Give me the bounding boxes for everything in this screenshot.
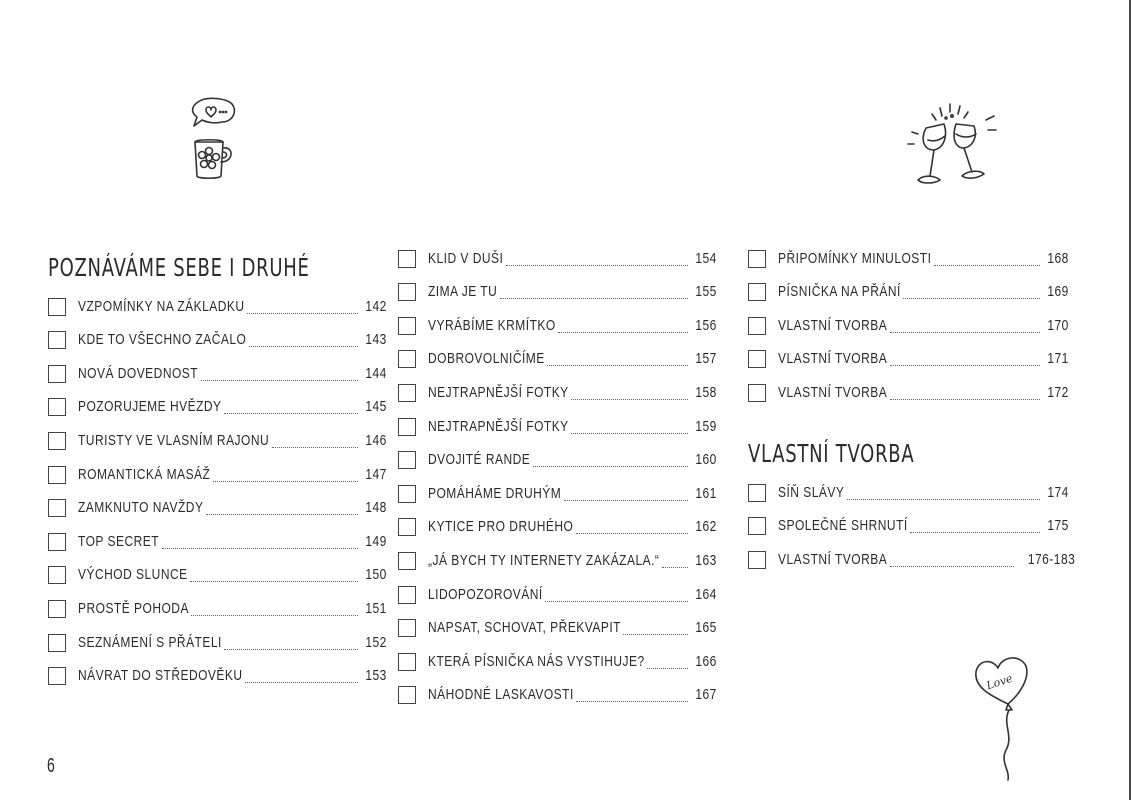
toc-item <box>48 389 387 423</box>
toc-item-label: SPOLEČNÉ SHRNUTÍ <box>778 517 908 535</box>
toc-item-page: 158 <box>695 383 717 401</box>
checkbox[interactable] <box>48 566 66 584</box>
checkbox[interactable] <box>48 466 66 484</box>
toc-item-label: NEJTRAPNĚJŠÍ FOTKY <box>428 417 569 435</box>
page-number: 6 <box>47 755 55 777</box>
toc-item-label: KYTICE PRO DRUHÉHO <box>428 518 574 536</box>
checkbox[interactable] <box>48 398 66 416</box>
dot-leader <box>576 701 688 702</box>
toc-item-page: 153 <box>365 667 387 685</box>
toc-item-label: KLID V DUŠI <box>428 249 504 267</box>
toc-item <box>398 576 717 610</box>
checkbox[interactable] <box>748 283 766 301</box>
checkbox[interactable] <box>398 586 416 604</box>
toc-item-label: „JÁ BYCH TY INTERNETY ZAKÁZALA.“ <box>428 551 660 569</box>
toc-item-page: 171 <box>1047 350 1069 368</box>
toc-item-page: 144 <box>365 364 387 382</box>
toc-item-page: 155 <box>695 283 717 301</box>
dot-leader <box>533 466 688 467</box>
toc-item-label: VÝCHOD SLUNCE <box>78 566 188 584</box>
toc-item-page: 154 <box>695 249 717 267</box>
toc-item <box>48 322 387 356</box>
toc-item <box>48 523 387 557</box>
toc-item-label: VLASTNÍ TVORBA <box>778 550 888 568</box>
dot-leader <box>890 332 1040 333</box>
dot-leader <box>506 265 688 266</box>
checkbox[interactable] <box>748 551 766 569</box>
dot-leader <box>162 548 358 549</box>
checkbox[interactable] <box>398 283 416 301</box>
toc-item <box>48 624 387 658</box>
dot-leader <box>903 298 1040 299</box>
toc-item <box>748 541 1076 575</box>
toc-item-label: NEJTRAPNĚJŠÍ FOTKY <box>428 383 569 401</box>
toc-item-page: 166 <box>695 652 717 670</box>
toc-column-3 <box>748 240 1076 575</box>
checkbox[interactable] <box>398 350 416 368</box>
dot-leader <box>190 581 358 582</box>
toc-item-page: 162 <box>695 518 717 536</box>
toc-item-page: 143 <box>365 331 387 349</box>
dot-leader <box>558 332 688 333</box>
toc-list <box>398 240 717 710</box>
toc-item <box>398 374 717 408</box>
toc-item <box>748 508 1069 542</box>
toc-item-page: 147 <box>365 465 387 483</box>
toc-item-label: SEZNÁMENÍ S PŘÁTELI <box>78 633 222 651</box>
checkbox[interactable] <box>398 250 416 268</box>
toc-item <box>748 374 1069 408</box>
toc-item-page: 150 <box>365 566 387 584</box>
toc-item <box>398 240 717 274</box>
checkbox[interactable] <box>398 384 416 402</box>
checkbox[interactable] <box>48 331 66 349</box>
toc-item-label: NOVÁ DOVEDNOST <box>78 364 199 382</box>
toc-item-label: PÍSNIČKA NA PŘÁNÍ <box>778 283 901 301</box>
checkbox[interactable] <box>748 317 766 335</box>
toc-item <box>398 643 717 677</box>
toc-list <box>748 240 1069 408</box>
toc-item-page: 169 <box>1047 283 1069 301</box>
dot-leader <box>191 615 358 616</box>
toc-item-page: 163 <box>695 551 717 569</box>
dot-leader <box>934 265 1040 266</box>
toc-item-page: 172 <box>1047 383 1069 401</box>
dot-leader <box>206 514 358 515</box>
toc-item-page: 149 <box>365 532 387 550</box>
checkbox[interactable] <box>398 418 416 436</box>
checkbox[interactable] <box>398 552 416 570</box>
toc-item-page: 148 <box>365 499 387 517</box>
toc-item-page: 151 <box>365 599 387 617</box>
toc-item-label: NÁVRAT DO STŘEDOVĚKU <box>78 667 243 685</box>
toc-item-label: PROSTĚ POHODA <box>78 599 189 617</box>
toc-item-page: 167 <box>695 686 717 704</box>
checkbox[interactable] <box>748 350 766 368</box>
dot-leader <box>890 566 1014 567</box>
toc-item <box>748 474 1069 508</box>
checkbox[interactable] <box>398 518 416 536</box>
toc-item-label: TOP SECRET <box>78 532 160 550</box>
checkbox[interactable] <box>398 317 416 335</box>
checkbox[interactable] <box>398 619 416 637</box>
toc-item-page: 165 <box>695 619 717 637</box>
toc-item-label: VZPOMÍNKY NA ZÁKLADKU <box>78 297 245 315</box>
toc-item-label: LIDOPOZOROVÁNÍ <box>428 585 543 603</box>
dot-leader <box>623 634 688 635</box>
toc-list <box>48 288 387 691</box>
toc-item-label: ZIMA JE TU <box>428 283 498 301</box>
toc-item <box>748 274 1069 308</box>
toc-column-1 <box>48 248 387 691</box>
toc-column-2 <box>398 240 717 710</box>
checkbox[interactable] <box>748 384 766 402</box>
toc-item-label: ZAMKNUTO NAVŽDY <box>78 499 204 517</box>
checkbox[interactable] <box>48 667 66 685</box>
toc-item-page: 146 <box>365 431 387 449</box>
dot-leader <box>247 313 358 314</box>
checkbox[interactable] <box>48 298 66 316</box>
toc-item-label: PŘIPOMÍNKY MINULOSTI <box>778 249 932 267</box>
toc-item-label: SÍŇ SLÁVY <box>778 483 845 501</box>
toc-item <box>48 288 387 322</box>
toc-item <box>398 542 717 576</box>
dot-leader <box>547 365 688 366</box>
dot-leader <box>245 682 358 683</box>
toc-item <box>398 509 717 543</box>
checkbox[interactable] <box>748 517 766 535</box>
toc-item-label: VLASTNÍ TVORBA <box>778 350 888 368</box>
toc-item <box>398 610 717 644</box>
toc-item-label: DVOJITÉ RANDE <box>428 451 531 469</box>
toc-item-page: 175 <box>1047 517 1069 535</box>
toc-item-label: NÁHODNÉ LASKAVOSTI <box>428 686 574 704</box>
toc-list <box>748 474 1076 575</box>
toc-item <box>48 658 387 692</box>
toc-item <box>748 240 1069 274</box>
toc-item <box>398 274 717 308</box>
dot-leader <box>890 365 1040 366</box>
coffee-cup-icon <box>186 96 242 182</box>
toc-item-page: 168 <box>1047 249 1069 267</box>
dot-leader <box>213 481 358 482</box>
toc-item-page: 159 <box>695 417 717 435</box>
checkbox[interactable] <box>748 484 766 502</box>
toc-item <box>748 341 1069 375</box>
toc-item-label: ROMANTICKÁ MASÁŽ <box>78 465 211 483</box>
checkbox[interactable] <box>748 250 766 268</box>
toc-item-label: VLASTNÍ TVORBA <box>778 316 888 334</box>
toc-item-page: 152 <box>365 633 387 651</box>
checkbox[interactable] <box>48 499 66 517</box>
checkbox[interactable] <box>398 686 416 704</box>
toc-item <box>48 557 387 591</box>
checkbox[interactable] <box>48 432 66 450</box>
toc-item <box>398 408 717 442</box>
section-heading-poznavame: POZNÁVÁME SEBE I DRUHÉ <box>48 253 310 282</box>
dot-leader <box>571 399 688 400</box>
toc-item-label: DOBROVOLNIČÍME <box>428 350 545 368</box>
dot-leader <box>272 447 358 448</box>
dot-leader <box>576 533 688 534</box>
dot-leader <box>201 380 358 381</box>
checkbox[interactable] <box>48 634 66 652</box>
toc-item <box>48 590 387 624</box>
dot-leader <box>500 298 688 299</box>
dot-leader <box>224 413 358 414</box>
toc-item <box>398 307 717 341</box>
dot-leader <box>249 346 358 347</box>
dot-leader <box>647 668 688 669</box>
toc-item-page: 145 <box>365 398 387 416</box>
dot-leader <box>662 567 688 568</box>
dot-leader <box>571 433 688 434</box>
toc-item-label: KDE TO VŠECHNO ZAČALO <box>78 331 247 349</box>
toc-item <box>398 475 717 509</box>
toc-item-label: TURISTY VE VLASNÍM RAJONU <box>78 431 270 449</box>
toc-item-page: 156 <box>695 316 717 334</box>
checkbox[interactable] <box>398 485 416 503</box>
section-heading-vlastni-tvorba: VLASTNÍ TVORBA <box>748 438 915 468</box>
dot-leader <box>545 601 688 602</box>
toc-item <box>748 307 1069 341</box>
toc-item-page: 164 <box>695 585 717 603</box>
checkbox[interactable] <box>48 365 66 383</box>
toc-item-label: NAPSAT, SCHOVAT, PŘEKVAPIT <box>428 619 621 637</box>
dot-leader <box>564 500 688 501</box>
toc-item-label: POZORUJEME HVĚZDY <box>78 398 222 416</box>
toc-item-page: 142 <box>365 297 387 315</box>
heart-balloon-icon <box>968 652 1032 782</box>
toc-item <box>48 355 387 389</box>
toc-item <box>398 677 717 711</box>
dot-leader <box>224 649 358 650</box>
toc-item-label: KTERÁ PÍSNIČKA NÁS VYSTIHUJE? <box>428 652 645 670</box>
toc-item-label: POMÁHÁME DRUHÝM <box>428 484 562 502</box>
checkbox[interactable] <box>398 451 416 469</box>
checkbox[interactable] <box>48 600 66 618</box>
toc-item-page: 174 <box>1047 483 1069 501</box>
toc-item <box>398 442 717 476</box>
wine-glasses-toast-icon <box>900 98 1004 190</box>
toc-item-page: 176-183 <box>1027 550 1076 568</box>
toc-item-label: VLASTNÍ TVORBA <box>778 383 888 401</box>
checkbox[interactable] <box>398 653 416 671</box>
toc-item <box>398 341 717 375</box>
dot-leader <box>890 399 1040 400</box>
toc-item <box>48 456 387 490</box>
dot-leader <box>910 532 1040 533</box>
dot-leader <box>847 499 1040 500</box>
toc-item-page: 161 <box>695 484 717 502</box>
toc-item <box>48 422 387 456</box>
checkbox[interactable] <box>48 533 66 551</box>
toc-item-page: 157 <box>695 350 717 368</box>
toc-item <box>48 490 387 524</box>
balloon-text: Love <box>984 671 1015 693</box>
toc-item-page: 170 <box>1047 316 1069 334</box>
toc-item-page: 160 <box>695 451 717 469</box>
toc-item-label: VYRÁBÍME KRMÍTKO <box>428 316 556 334</box>
